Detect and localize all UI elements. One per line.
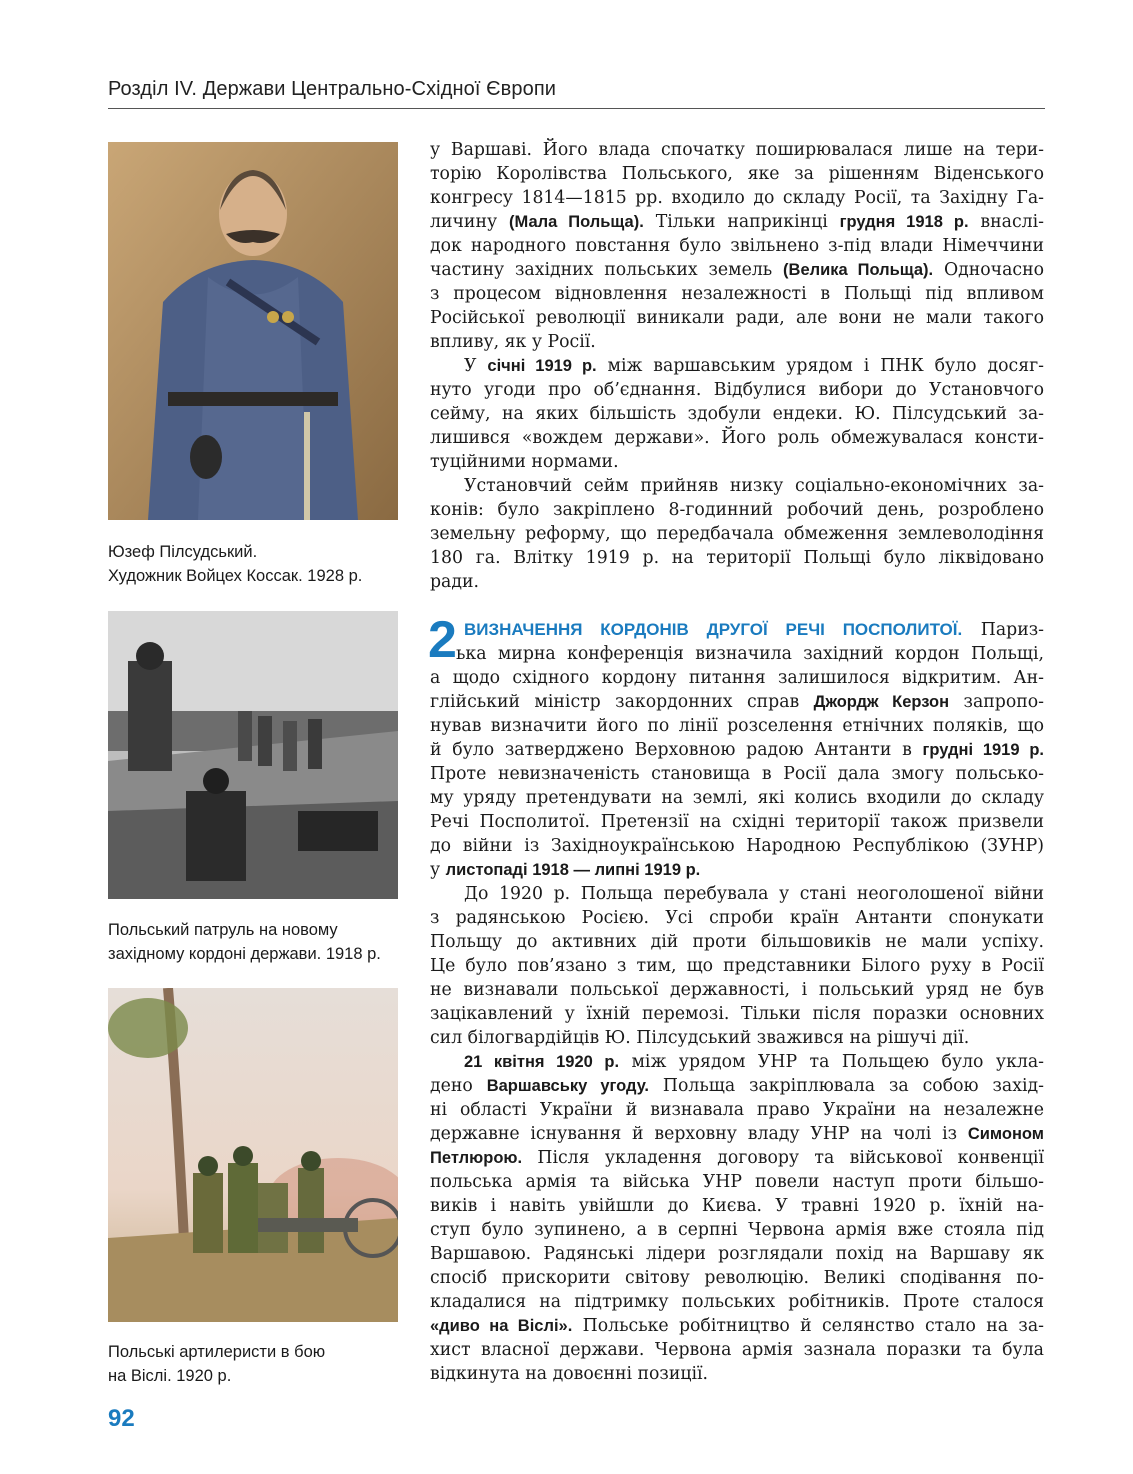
- text-line: з радянською Росією. Усі спроби країн Антанти спонукати: [430, 908, 1044, 928]
- text-line: й було затверджено Верховною радою Антанти в грудні 1919 р.: [430, 740, 1044, 760]
- bold-term: грудня 1918 р.: [839, 213, 969, 231]
- text-line: зацікавлений у їхній перемозі. Тільки після поразки основних: [430, 1004, 1044, 1024]
- page-header: Розділ IV. Держави Центрально-Східної Європи: [108, 78, 557, 100]
- text-line: лишився «вождем держави». Його роль обмежувалася консти-: [430, 428, 1044, 448]
- text-line: Установчий сейм прийняв низку соціально-економічних за-: [464, 476, 1044, 496]
- text-line: ні області України й визнавала право України на незалежне: [430, 1100, 1044, 1120]
- text-line: сил білогвардійців Ю. Пілсудський зважився на рішучі дії.: [430, 1028, 970, 1048]
- text-line: [430, 618, 1044, 642]
- text-line: му уряду претендувати на землі, які колись входили до складу: [430, 788, 1044, 808]
- bold-term: (Велика Польща).: [783, 261, 934, 279]
- text-line: Петлюрою. Після укладення договору та військової конвенції: [430, 1148, 1044, 1168]
- text-line: відкинута на довоєнні позиції.: [430, 1364, 709, 1384]
- bold-term: 21 квітня 1920 р.: [464, 1053, 620, 1071]
- text-line: нував визначити його по лінії розселення етнічних поляків, що: [430, 716, 1044, 736]
- text-line: державне існування й верховну владу УНР на чолі із Симоном: [430, 1124, 1044, 1144]
- bold-term: Варшавську угоду.: [486, 1077, 649, 1095]
- paragraph: [430, 474, 1044, 594]
- paragraph: [430, 666, 1044, 882]
- text-line: глійський міністр закордонних справ Джордж Керзон запропо-: [430, 692, 1044, 712]
- bold-term: «диво на Віслі».: [430, 1317, 573, 1335]
- text-line: торію Королівства Польського, яке за рішенням Віденського: [430, 164, 1044, 184]
- caption-line: Польський патруль на новому: [108, 921, 338, 939]
- text-line: дено Варшавську угоду. Польща закріплювала за собою захід-: [430, 1076, 1044, 1096]
- text-line: док народного повстання було звільнено з-під влади Німеччини: [430, 236, 1044, 256]
- paragraph: [430, 1050, 1044, 1386]
- bold-term: (Мала Польща).: [509, 213, 644, 231]
- section-number: 2: [428, 611, 457, 669]
- bold-term: січні 1919 р.: [487, 357, 597, 375]
- paragraph: [430, 618, 1044, 666]
- text-line: «диво на Віслі». Польське робітництво й селянство стало на за-: [430, 1316, 1044, 1336]
- text-line: польська армія та війська УНР повели наступ проти більшо-: [430, 1172, 1044, 1192]
- text-line: конів: було закріплено 8-годинний робочий день, розроблено: [430, 500, 1044, 520]
- text-line: Речі Посполитої. Претензії на східні території також призвели: [430, 812, 1044, 832]
- text-line: ступ було зупинено, а в серпні Червона армія вже стояла під: [430, 1220, 1044, 1240]
- text-line: кладалися на підтримку польських робітників. Проте сталося: [430, 1292, 1044, 1312]
- text-line: 180 га. Влітку 1919 р. на території Польщі було ліквідовано: [430, 548, 1044, 568]
- caption-line: Художник Войцех Коссак. 1928 р.: [108, 567, 363, 585]
- text-line: туційними нормами.: [430, 452, 619, 472]
- portrait-painting-image: [108, 142, 398, 520]
- text-line: з процесом відновлення незалежності в Польщі під впливом: [430, 284, 1044, 304]
- figure-caption: [108, 1340, 408, 1388]
- page-number: 92: [108, 1405, 135, 1432]
- text-line: до війни із Західноукраїнською Народною Республікою (ЗУНР): [430, 836, 1044, 856]
- header-divider: [108, 108, 1045, 109]
- figure-caption: [108, 540, 408, 588]
- text-fragment: Париз-: [962, 620, 1044, 640]
- text-line: У січні 1919 р. між варшавським урядом і ПНК було досяг-: [464, 356, 1044, 376]
- text-line: впливу, як у Росії.: [430, 332, 596, 352]
- patrol-photo-image: [108, 611, 398, 899]
- text-line: Це було пов’язано з тим, що представники Білого руху в Росії: [430, 956, 1044, 976]
- text-line: у Варшаві. Його влада спочатку поширювалася лише на тери-: [430, 140, 1044, 160]
- caption-line: Юзеф Пілсудський.: [108, 543, 258, 561]
- text-line: До 1920 р. Польща перебувала у стані неоголошеної війни: [464, 884, 1044, 904]
- bold-term: Симоном: [967, 1125, 1044, 1143]
- text-line: не визнавали польської державності, і польський уряд не був: [430, 980, 1044, 1000]
- bold-term: листопаді 1918 — липні 1919 р.: [445, 861, 701, 879]
- text-line: у листопаді 1918 — липні 1919 р.: [430, 860, 701, 880]
- text-line: ька мирна конференція визначила західний кордон Польщі,: [456, 644, 1044, 664]
- article-text-top: [430, 138, 1044, 594]
- text-line: частину західних польських земель (Велика Польща). Одночасно: [430, 260, 1044, 280]
- paragraph: [430, 354, 1044, 474]
- text-line: спосіб прискорити світову революцію. Великі сподівання по-: [430, 1268, 1044, 1288]
- bold-term: грудні 1919 р.: [922, 741, 1044, 759]
- text-line: виків і навіть увійшли до Києва. У травні 1920 р. їхній на-: [430, 1196, 1044, 1216]
- section-title: ВИЗНАЧЕННЯ КОРДОНІВ ДРУГОЇ РЕЧІ ПОСПОЛИТОЇ.: [464, 620, 963, 639]
- text-line: Проте невизначеність становища в Росії дала змогу польсько-: [430, 764, 1044, 784]
- text-line: сейму, на яких більшість здобули ендеки. Ю. Пілсудський за-: [430, 404, 1044, 424]
- caption-line: Польські артилеристи в бою: [108, 1343, 326, 1361]
- paragraph: [430, 882, 1044, 1050]
- text-line: Російської революції виникали ради, але вони не мали такого: [430, 308, 1044, 328]
- battle-painting-image: [108, 988, 398, 1322]
- caption-line: на Віслі. 1920 р.: [108, 1367, 232, 1385]
- text-line: личину (Мала Польща). Тільки наприкінці грудня 1918 р. внаслі-: [430, 212, 1044, 232]
- text-line: Польщу до активних дій проти більшовиків не мали успіху.: [430, 932, 1044, 952]
- text-line: хист власної держави. Червона армія зазнала поразки та була: [430, 1340, 1044, 1360]
- figure-caption: [108, 918, 408, 966]
- paragraph: [430, 138, 1044, 354]
- text-line: а щодо східного кордону питання залишилося відкритим. Ан-: [430, 668, 1044, 688]
- caption-line: західному кордоні держави. 1918 р.: [108, 945, 381, 963]
- text-line: нуто угоди про об’єднання. Відбулися вибори до Установчого: [430, 380, 1044, 400]
- text-line: земельну реформу, що передбачала обмеження землеволодіння: [430, 524, 1044, 544]
- text-line: ради.: [430, 572, 480, 592]
- text-line: Варшавою. Радянські лідери розглядали похід на Варшаву як: [430, 1244, 1044, 1264]
- bold-term: Петлюрою.: [430, 1149, 523, 1167]
- text-line: 21 квітня 1920 р. між урядом УНР та Польщею було укла-: [464, 1052, 1044, 1072]
- bold-term: Джордж Керзон: [813, 693, 950, 711]
- text-line: конгресу 1814—1815 рр. входило до складу Росії, та Західну Га-: [430, 188, 1044, 208]
- article-text-bottom: [430, 618, 1044, 1386]
